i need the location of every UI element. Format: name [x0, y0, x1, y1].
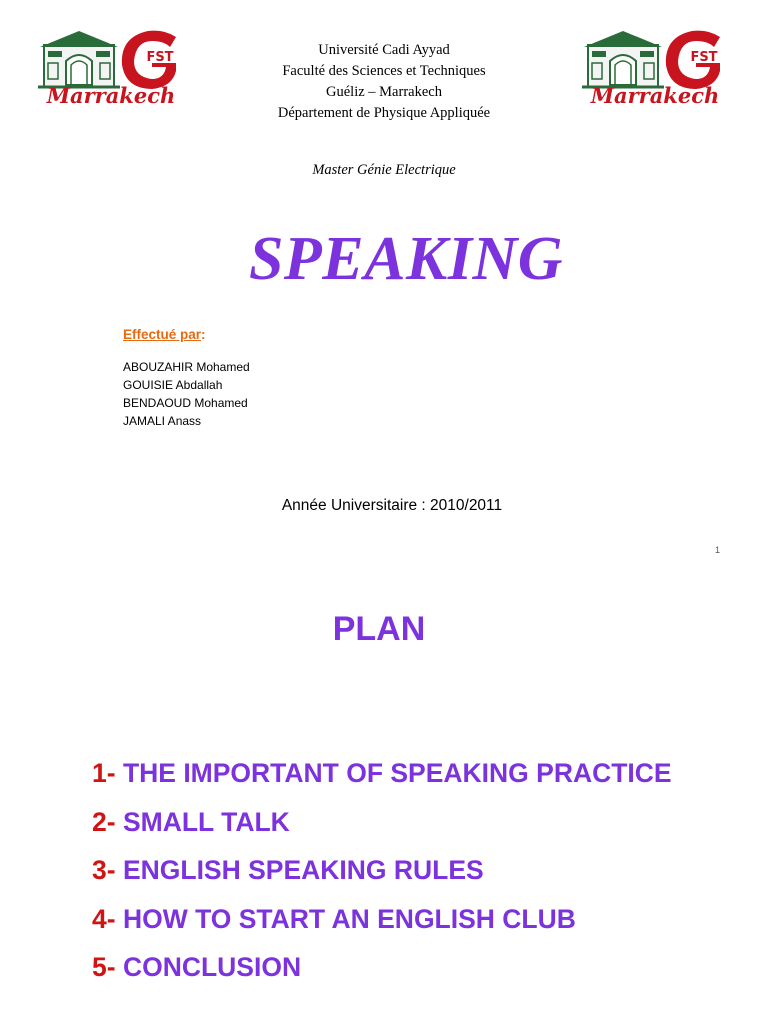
svg-text:Marrakech: Marrakech [590, 83, 720, 108]
faculty-name: Faculté des Sciences et Techniques [282, 63, 486, 79]
author-name: GOUISIE Abdallah [123, 378, 223, 392]
author-name: BENDAOUD Mohamed [123, 396, 248, 410]
plan-item-number: 3- [92, 855, 116, 885]
svg-text:FST: FST [690, 50, 718, 65]
svg-text:Marrakech: Marrakech [46, 83, 176, 108]
academic-year: Année Universitaire : 2010/2011 [281, 497, 503, 514]
author-name: JAMALI Anass [123, 414, 202, 428]
authors-list [123, 358, 250, 430]
plan-item-text: SMALL TALK [122, 806, 290, 837]
plan-item [92, 749, 672, 798]
plan-item-text: THE IMPORTANT OF SPEAKING PRACTICE [122, 758, 672, 788]
plan-item [92, 798, 672, 847]
author-name: ABOUZAHIR Mohamed [123, 360, 250, 374]
plan-item [92, 846, 672, 895]
fst-logo-right [580, 27, 730, 109]
authors-label [123, 327, 250, 342]
plan-item [92, 895, 672, 944]
department-name: Département de Physique Appliquée [277, 105, 491, 121]
university-building-icon [580, 27, 730, 109]
authors-label-colon: : [201, 327, 206, 342]
authors-label-text: Effectué par [123, 327, 202, 342]
fst-logo-left [36, 27, 186, 109]
university-building-icon [36, 27, 186, 109]
document-title: SPEAKING [248, 225, 564, 293]
plan-item-number: 5- [92, 952, 116, 982]
plan-item-number: 2- [92, 806, 116, 837]
plan-item-text: CONCLUSION [122, 952, 302, 982]
institution-header [230, 40, 538, 124]
authors-section [123, 327, 250, 430]
plan-list [92, 749, 672, 992]
master-program: Master Génie Electrique [312, 162, 456, 178]
university-name: Université Cadi Ayyad [318, 42, 450, 58]
plan-title: PLAN [332, 610, 426, 648]
plan-item-number: 4- [92, 903, 116, 934]
plan-item [92, 943, 672, 992]
page-number: 1 [715, 545, 721, 555]
plan-item-text: HOW TO START AN ENGLISH CLUB [122, 903, 576, 934]
svg-text:FST: FST [146, 50, 174, 65]
campus-location: Guéliz – Marrakech [326, 84, 442, 100]
plan-item-text: ENGLISH SPEAKING RULES [122, 855, 484, 885]
plan-item-number: 1- [92, 758, 116, 788]
